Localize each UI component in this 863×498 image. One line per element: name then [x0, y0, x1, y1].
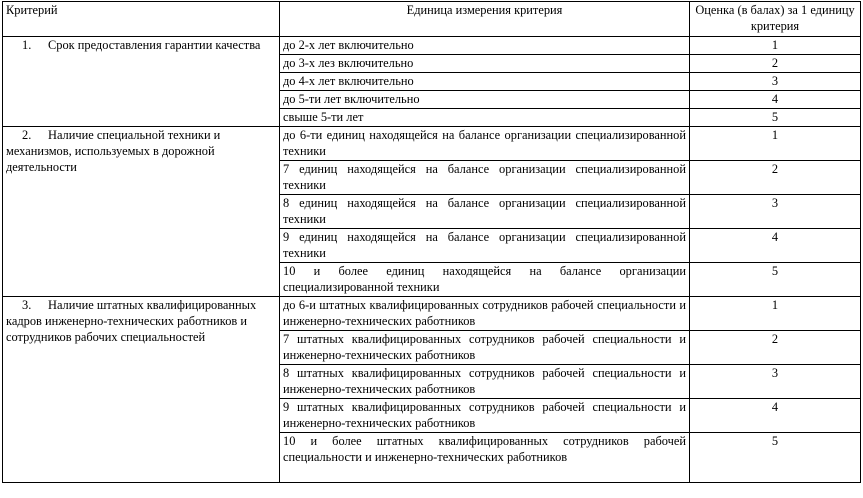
score-cell: 2	[690, 55, 861, 73]
unit-cell: до 4-х лет включительно	[280, 73, 690, 91]
criterion-number: 1.	[22, 38, 32, 52]
header-criterion: Критерий	[3, 2, 280, 37]
criterion-title: Наличие штатных квалифицированных кадров инженерно-технических работников и сотрудников рабочих специальностей	[6, 298, 257, 344]
table-row	[3, 297, 861, 331]
score-cell: 4	[690, 399, 861, 433]
unit-cell: до 6-и штатных квалифицированных сотрудников рабочей специальности и инженерно-технических работников	[280, 297, 690, 331]
score-cell: 3	[690, 73, 861, 91]
table-row	[3, 127, 861, 161]
table-header-row	[3, 2, 861, 37]
unit-cell: 7 штатных квалифицированных сотрудников рабочей специальности и инженерно-технических работников	[280, 331, 690, 365]
score-cell: 1	[690, 37, 861, 55]
unit-cell: 8 штатных квалифицированных сотрудников рабочей специальности и инженерно-технических работников	[280, 365, 690, 399]
criterion-title: Срок предоставления гарантии качества	[48, 38, 261, 52]
score-cell: 5	[690, 263, 861, 297]
criterion-number: 3.	[22, 298, 32, 312]
score-cell: 1	[690, 297, 861, 331]
unit-cell: до 3-х лез включительно	[280, 55, 690, 73]
criterion-number: 2.	[22, 128, 32, 142]
criterion-cell-1	[3, 37, 280, 127]
unit-cell: 10 и более штатных квалифицированных сотрудников рабочей специальности и инженерно-технических работников	[280, 433, 690, 483]
score-cell: 3	[690, 195, 861, 229]
unit-cell: до 2-х лет включительно	[280, 37, 690, 55]
unit-cell: 9 штатных квалифицированных сотрудников рабочей специальности и инженерно-технических работников	[280, 399, 690, 433]
score-cell: 5	[690, 109, 861, 127]
score-cell: 4	[690, 229, 861, 263]
criteria-table	[2, 1, 861, 483]
score-cell: 3	[690, 365, 861, 399]
score-cell: 5	[690, 433, 861, 483]
unit-cell: до 6-ти единиц находящейся на балансе организации специализированной техники	[280, 127, 690, 161]
score-cell: 2	[690, 161, 861, 195]
unit-cell: свыше 5-ти лет	[280, 109, 690, 127]
unit-cell: 10 и более единиц находящейся на балансе организации специализированной техники	[280, 263, 690, 297]
criterion-cell-3	[3, 297, 280, 483]
score-cell: 4	[690, 91, 861, 109]
unit-cell: 8 единиц находящейся на балансе организации специализированной техники	[280, 195, 690, 229]
score-cell: 1	[690, 127, 861, 161]
header-score: Оценка (в балах) за 1 единицу критерия	[690, 2, 861, 37]
table-row	[3, 37, 861, 55]
criterion-cell-2	[3, 127, 280, 297]
score-cell: 2	[690, 331, 861, 365]
header-unit: Единица измерения критерия	[280, 2, 690, 37]
unit-cell: до 5-ти лет включительно	[280, 91, 690, 109]
unit-cell: 7 единиц находящейся на балансе организации специализированной техники	[280, 161, 690, 195]
unit-cell: 9 единиц находящейся на балансе организации специализированной техники	[280, 229, 690, 263]
criterion-title: Наличие специальной техники и механизмов, используемых в дорожной деятельности	[6, 128, 221, 174]
